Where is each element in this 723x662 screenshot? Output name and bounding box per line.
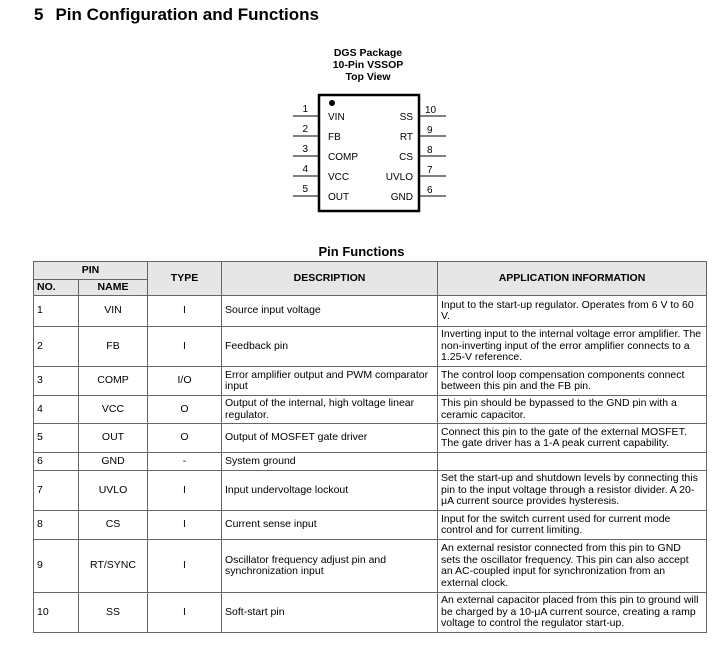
- pin-name: CS: [79, 511, 148, 540]
- pin-no: 10: [34, 593, 79, 633]
- pin-description: Error amplifier output and PWM comparator input: [222, 367, 438, 396]
- pin-no: 9: [34, 540, 79, 593]
- package-view: Top View: [345, 71, 391, 83]
- pin-app-info: An external resistor connected from this pin to GND sets the oscillator frequency. This pin can also accept an AC-coupled input for synchronization from an external clock.: [438, 540, 707, 593]
- pin-type: O: [148, 396, 222, 424]
- pin-description: Oscillator frequency adjust pin and synchronization input: [222, 540, 438, 593]
- app-info-header: APPLICATION INFORMATION: [438, 262, 707, 296]
- pin-type: O: [148, 424, 222, 453]
- pin-number: 3: [302, 144, 308, 155]
- pin-name: GND: [79, 453, 148, 471]
- pin-number: 9: [427, 125, 433, 136]
- pin-name: VCC: [328, 172, 350, 183]
- pin1-marker: [329, 100, 335, 106]
- pin-description: Source input voltage: [222, 296, 438, 327]
- pin-app-info: Input to the start-up regulator. Operates from 6 V to 60 V.: [438, 296, 707, 327]
- package-pins: 10-Pin VSSOP: [332, 59, 404, 71]
- pin-no: 3: [34, 367, 79, 396]
- pin-type: -: [148, 453, 222, 471]
- pin-number: 7: [427, 165, 433, 176]
- table-row: [34, 396, 707, 424]
- pin-description: Soft-start pin: [222, 593, 438, 633]
- pin-description: Current sense input: [222, 511, 438, 540]
- pin-number: 4: [302, 164, 308, 175]
- pin-app-info: Set the start-up and shutdown levels by connecting this pin to the input voltage through a resistor divider. A 20-μA current source provides hysteresis.: [438, 471, 707, 511]
- pin-functions-table: [33, 261, 707, 633]
- pin-name: FB: [328, 132, 341, 143]
- section-title-text: Pin Configuration and Functions: [55, 5, 319, 24]
- table-row: [34, 593, 707, 633]
- pin-app-info: Connect this pin to the gate of the external MOSFET. The gate driver has a 1-A peak current capability.: [438, 424, 707, 453]
- pinout-diagram: [0, 0, 723, 240]
- pin-name: VIN: [328, 112, 345, 123]
- pin-type: I: [148, 471, 222, 511]
- pin-type: I: [148, 540, 222, 593]
- name-header: NAME: [79, 280, 148, 296]
- pin-name: GND: [390, 192, 413, 203]
- table-row: [34, 471, 707, 511]
- pin-no: 2: [34, 327, 79, 367]
- table-row: [34, 424, 707, 453]
- pin-header: PIN: [34, 262, 148, 280]
- table-row: [34, 327, 707, 367]
- pin-number: 6: [427, 185, 433, 196]
- description-header: DESCRIPTION: [222, 262, 438, 296]
- pin-number: 1: [302, 104, 308, 115]
- pin-no: 4: [34, 396, 79, 424]
- pin-name: VIN: [79, 296, 148, 327]
- pin-description: System ground: [222, 453, 438, 471]
- pin-type: I/O: [148, 367, 222, 396]
- pin-app-info: This pin should be bypassed to the GND pin with a ceramic capacitor.: [438, 396, 707, 424]
- pin-no: 5: [34, 424, 79, 453]
- pin-app-info: Inverting input to the internal voltage error amplifier. The non-inverting input of the error amplifier connects to a 1.25-V reference.: [438, 327, 707, 367]
- pin-name: SS: [399, 112, 413, 123]
- type-header: TYPE: [148, 262, 222, 296]
- pin-app-info: An external capacitor placed from this pin to ground will be charged by a 10-μA current source, creating a ramp voltage to control the regulator start-up.: [438, 593, 707, 633]
- pin-name: COMP: [79, 367, 148, 396]
- pin-number: 8: [427, 145, 433, 156]
- pin-name: UVLO: [385, 172, 413, 183]
- pin-name: FB: [79, 327, 148, 367]
- pin-name: CS: [399, 152, 413, 163]
- pin-app-info: Input for the switch current used for current mode control and for current limiting.: [438, 511, 707, 540]
- table-caption: Pin Functions: [318, 244, 405, 259]
- pin-app-info: The control loop compensation components connect between this pin and the FB pin.: [438, 367, 707, 396]
- pin-number: 10: [425, 105, 437, 116]
- table-row: [34, 367, 707, 396]
- pin-no: 6: [34, 453, 79, 471]
- package-name: DGS Package: [333, 47, 403, 59]
- pin-description: Feedback pin: [222, 327, 438, 367]
- pin-type: I: [148, 327, 222, 367]
- pin-type: I: [148, 593, 222, 633]
- pin-description: Output of MOSFET gate driver: [222, 424, 438, 453]
- pin-name: OUT: [328, 192, 350, 203]
- table-row: [34, 540, 707, 593]
- pin-name: UVLO: [79, 471, 148, 511]
- pin-type: I: [148, 511, 222, 540]
- pin-name: RT/SYNC: [79, 540, 148, 593]
- table-row: [34, 453, 707, 471]
- pin-name: OUT: [79, 424, 148, 453]
- pin-no: 8: [34, 511, 79, 540]
- section-number: 5: [34, 5, 44, 24]
- pin-no: 1: [34, 296, 79, 327]
- pin-number: 2: [302, 124, 308, 135]
- pin-description: Output of the internal, high voltage linear regulator.: [222, 396, 438, 424]
- pin-no: 7: [34, 471, 79, 511]
- no-header: NO.: [34, 280, 79, 296]
- pin-type: I: [148, 296, 222, 327]
- table-row: [34, 511, 707, 540]
- pin-name: COMP: [328, 152, 358, 163]
- pin-app-info: [438, 453, 707, 471]
- pin-name: VCC: [79, 396, 148, 424]
- pin-number: 5: [302, 184, 308, 195]
- pin-name: SS: [79, 593, 148, 633]
- table-row: [34, 296, 707, 327]
- pin-description: Input undervoltage lockout: [222, 471, 438, 511]
- pin-name: RT: [399, 132, 413, 143]
